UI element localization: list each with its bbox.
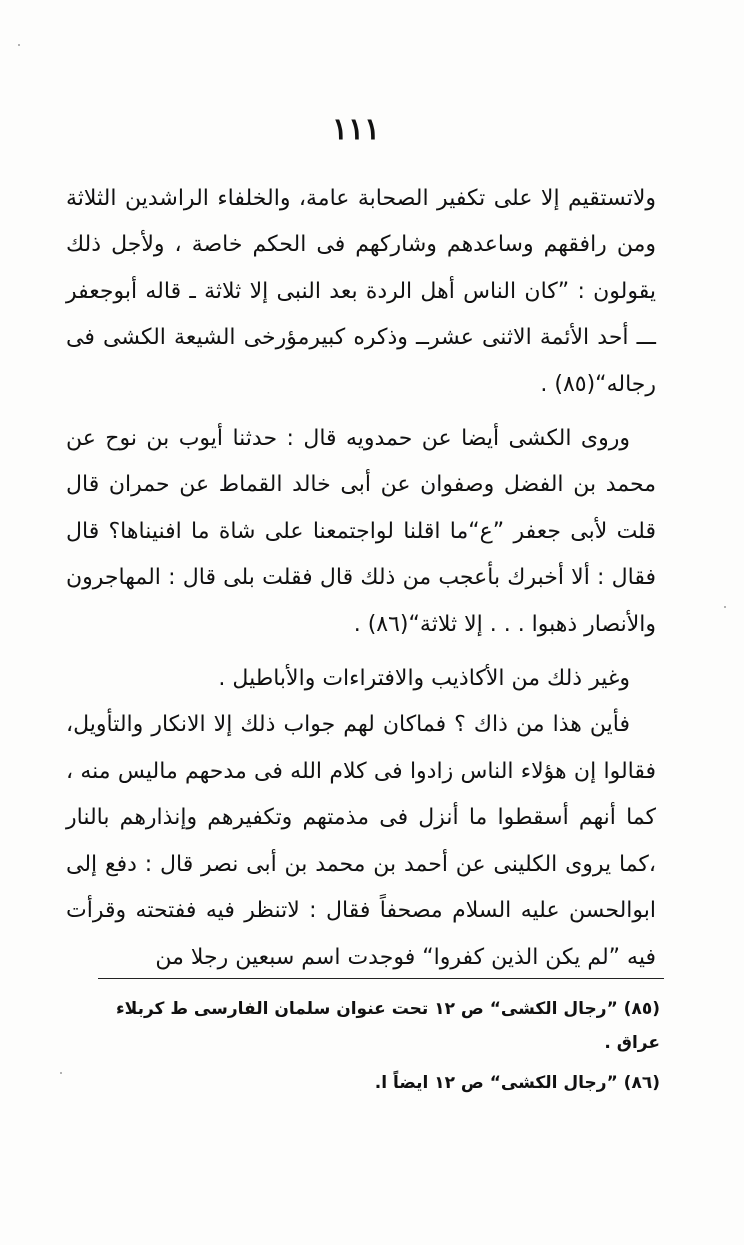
footnote-86: (٨٦) ”رجال الكشى“ ص ١٢ ايضاً ا. [374, 1073, 660, 1093]
body-text [66, 176, 656, 981]
paragraph-3: وغير ذلك من الأكاذيب والافتراءات والأباطيل . [218, 666, 630, 692]
paragraph-2: وروى الكشى أيضا عن حمدويه قال : حدثنا أيوب بن نوح عن محمد بن الفضل وصفوان عن أبى خالد القماط عن حمران قال قلت لأبى جعفر ”ع“ما اقلنا لواجتمعنا على شاة ما افنيناها؟ قال فقال : ألا أخبرك بأعجب من ذلك قال فقلت بلى قال : المهاجرون والأنصار ذهبوا . . . إلا ثلاثة“(٨٦) . [66, 426, 656, 637]
footnote-85: (٨٥) ”رجال الكشى“ ص ١٢ تحت عنوان سلمان الفارسى ط كربلاء عراق . [115, 999, 660, 1053]
footnotes [76, 992, 660, 1106]
page-number: ١١١ [331, 112, 381, 147]
paragraph-4: فأين هذا من ذاك ؟ فماكان لهم جواب ذلك إلا الانكار والتأويل، فقالوا إن هؤلاء الناس زادوا فى كلام الله فى مدحهم ماليس منه ، كما أنهم أسقطوا ما أنزل فى مذمتهم وتكفيرهم وإنذارهم بالنار ،كما يروى الكلينى عن أحمد بن محمد بن أبى نصر قال : دفع إلى ابوالحسن عليه السلام مصحفاً فقال : لاتنظر فيه ففتحته وقرأت فيه ”لم يكن الذين كفروا“ فوجدت اسم سبعين رجلا من [66, 712, 656, 970]
scan-speck [724, 606, 726, 608]
footnote-divider [98, 978, 664, 979]
scan-speck [60, 1072, 62, 1074]
scan-speck [18, 44, 20, 46]
paragraph-1: ولاتستقيم إلا على تكفير الصحابة عامة، والخلفاء الراشدين الثلاثة ومن رافقهم وساعدهم وشاركهم فى الحكم خاصة ، ولأجل ذلك يقولون : ”كان الناس أهل الردة بعد النبى إلا ثلاثة ـ قاله أبوجعفر ـــ أحد الأئمة الاثنى عشرــ وذكره كبيرمؤرخى الشيعة الكشى فى رجاله“(٨٥) . [66, 186, 656, 397]
